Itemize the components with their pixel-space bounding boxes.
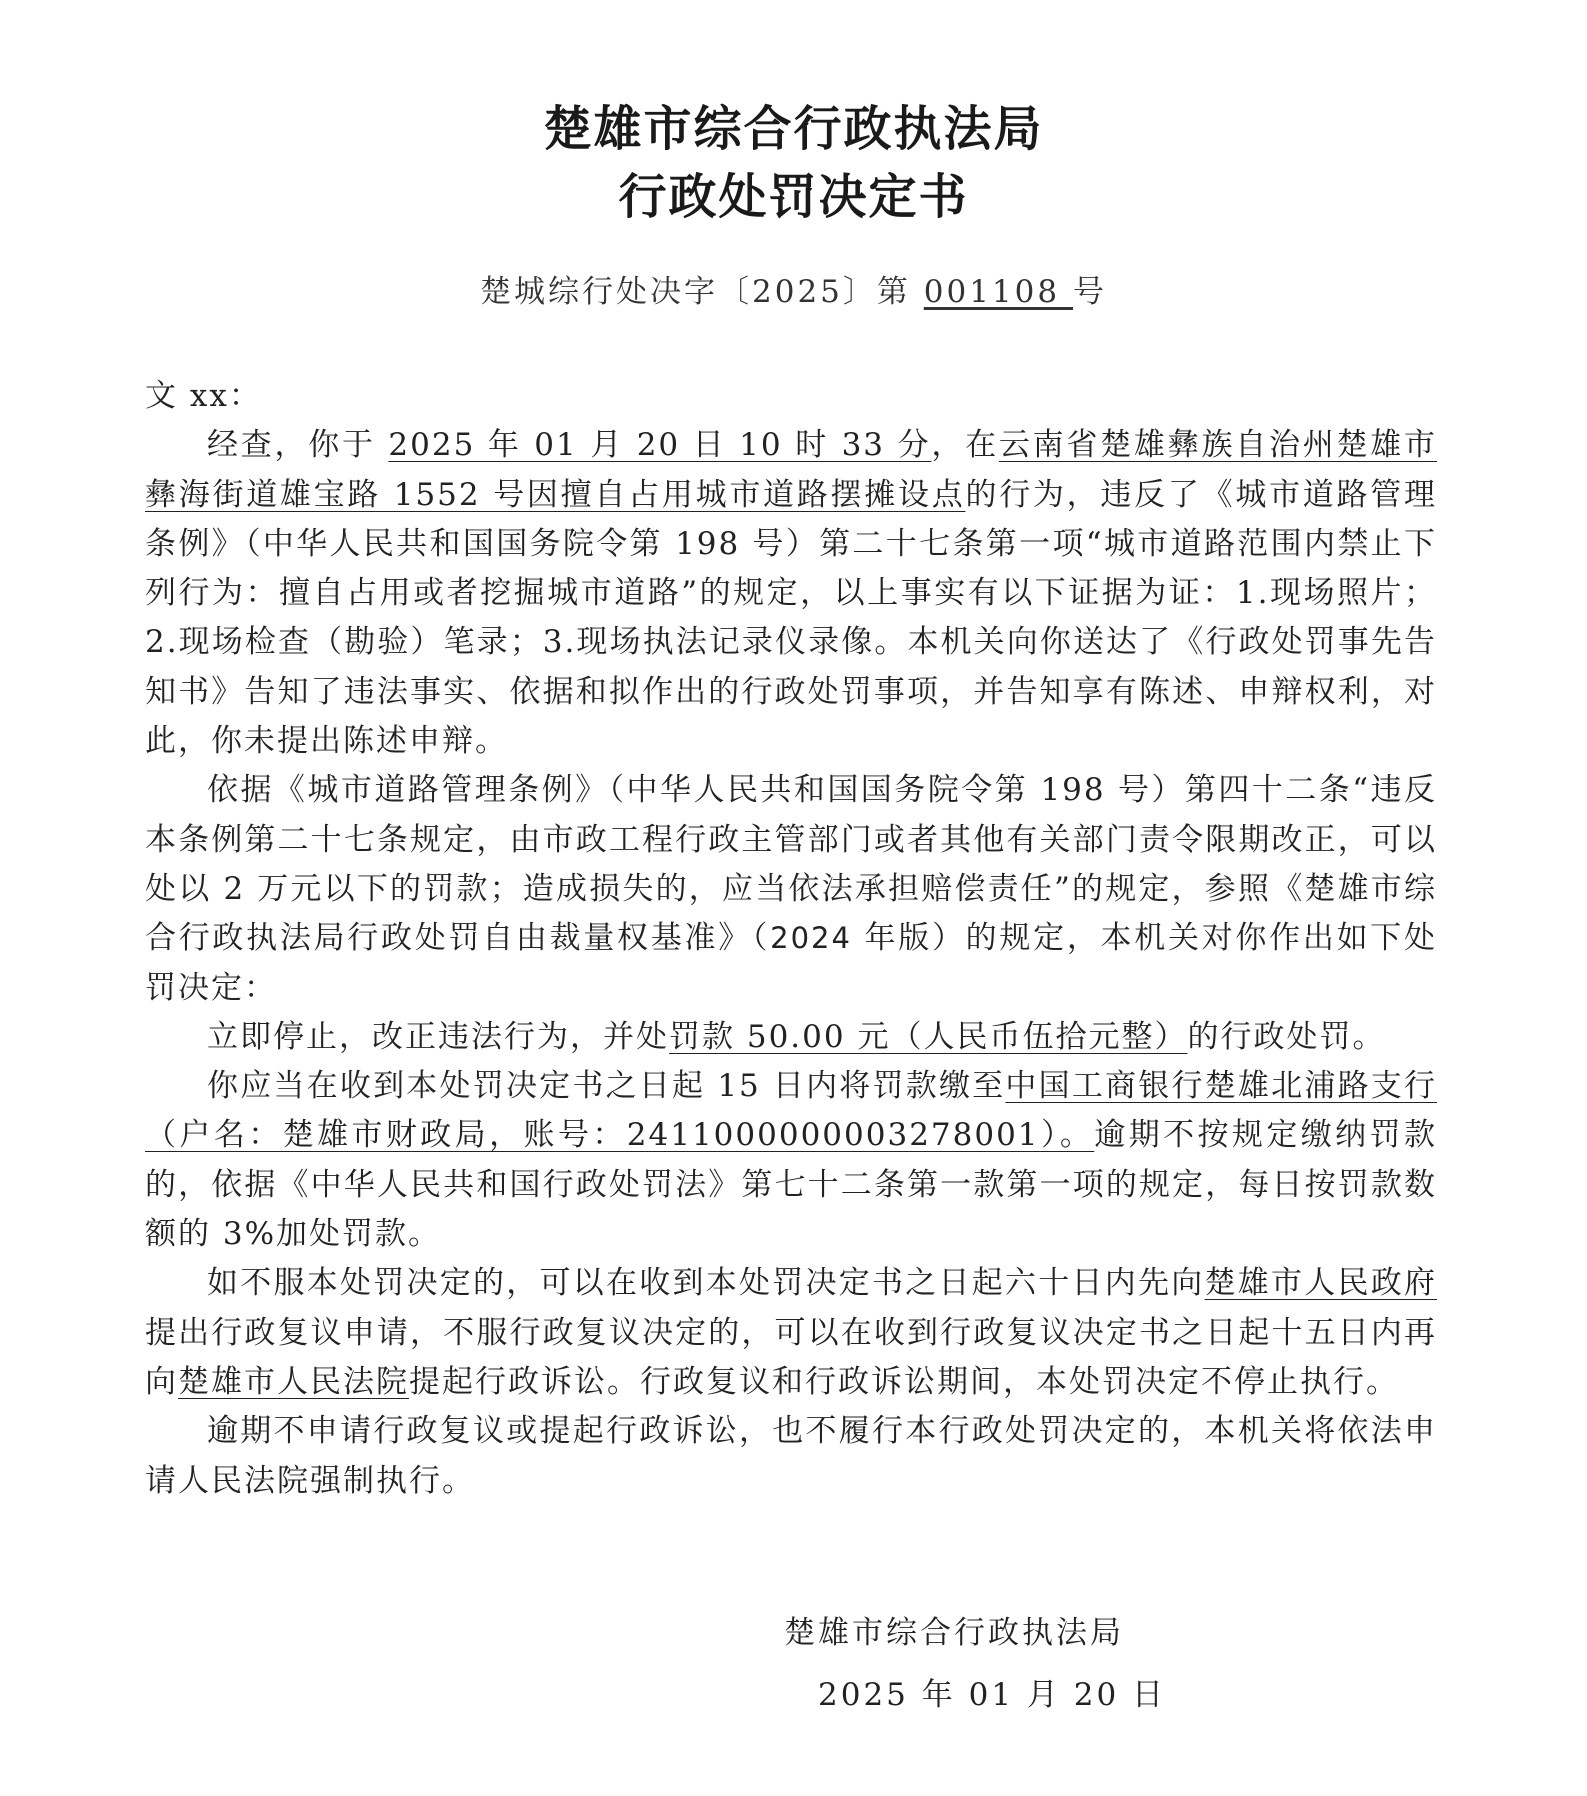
standard-edition-year: 2024	[770, 921, 852, 956]
issuing-authority-title: 楚雄市综合行政执法局	[543, 101, 1044, 157]
paragraph-payment: 你应当在收到本处罚决定书之日起 15 日内将罚款缴至中国工商银行楚雄北浦路支行（户名：楚雄市财政局，账号：2411000000003278001）。逾期不按规定缴纳罚款的，依据《中华人民共和国行政处罚法》第七十二条第一款第一项的规定，每日按罚款数额的 3%加处罚款。	[145, 1068, 1438, 1253]
fine-amount: 罚款 50.00 元（人民币伍拾元整）	[669, 1018, 1188, 1055]
paragraph-enforcement: 逾期不申请行政复议或提起行政诉讼，也不履行本行政处罚决定的，本机关将依法申请人民法院强制执行。	[145, 1413, 1437, 1499]
document-type-title: 行政处罚决定书	[618, 169, 969, 225]
paragraph-decision: 立即停止，改正违法行为，并处罚款 50.00 元（人民币伍拾元整）的行政处罚。	[207, 1018, 1386, 1055]
paragraph-appeal: 如不服本处罚决定的，可以在收到本处罚决定书之日起六十日内先向楚雄市人民政府提出行政复议申请，不服行政复议决定的，可以在收到行政复议决定书之日起十五日内再向楚雄市人民法院提起行政诉讼。行政复议和行政诉讼期间，本处罚决定不停止执行。	[145, 1265, 1437, 1400]
violation-time: 2025 年 01 月 20 日 10 时 33 分	[388, 427, 932, 464]
paragraph-facts: 经查，你于 2025 年 01 月 20 日 10 时 33 分，在云南省楚雄彝族自治州楚雄市彝海街道雄宝路 1552 号因擅自占用城市道路摆摊设点的行为，违反了《城市道路管理条例》（中华人民共和国国务院令第 198 号）第二十七条第一项“城市道路范围内禁止下列行为：擅自占用或者挖掘城市道路”的规定，以上事实有以下证据为证：1.现场照片；2.现场检查（勘验）笔录；3.现场执法记录仪录像。本机关向你送达了《行政处罚事先告知书》告知了违法事实、依据和拟作出的行政处罚事项，并告知享有陈述、申辩权利，对此，你未提出陈述申辩。	[145, 427, 1437, 760]
signature-authority: 楚雄市综合行政执法局	[784, 1615, 1124, 1651]
doc-number-prefix: 楚城综行处决字〔2025〕第	[480, 274, 924, 310]
signature-date: 2025 年 01 月 20 日	[818, 1677, 1167, 1713]
court-name: 楚雄市人民法院	[178, 1363, 409, 1400]
payment-account: 中国工商银行楚雄北浦路支行（户名：楚雄市财政局，账号：2411000000003278001）。	[145, 1068, 1438, 1154]
doc-number-suffix: 号	[1072, 274, 1107, 310]
document-number	[0, 266, 1587, 311]
paragraph-legal-basis: 依据《城市道路管理条例》（中华人民共和国国务院令第 198 号）第四十二条“违反本条例第二十七条规定，由市政工程行政主管部门或者其他有关部门责令限期改正，可以处以 2 万元以下的罚款；造成损失的，应当依法承担赔偿责任”的规定，参照《楚雄市综合行政执法局行政处罚自由裁量权基准》（2024 年版）的规定，本机关对你作出如下处罚决定：	[145, 772, 1438, 1006]
document-body	[145, 372, 1437, 1506]
doc-number-value: 001108	[923, 274, 1073, 310]
addressee: 文 xx：	[145, 378, 262, 414]
review-authority: 楚雄市人民政府	[1204, 1265, 1437, 1302]
violation-location: 云南省楚雄彝族自治州楚雄市彝海街道雄宝路 1552 号因擅自占用城市道路摆摊设点	[145, 427, 1437, 513]
